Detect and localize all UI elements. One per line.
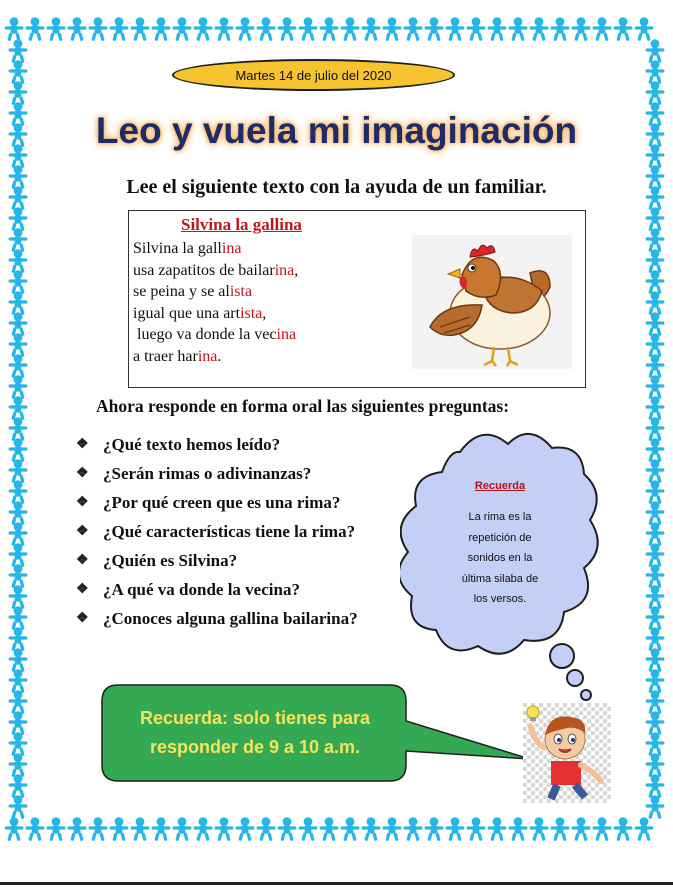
border-figure-icon	[646, 438, 665, 462]
poem-line: igual que una artista,	[133, 304, 267, 322]
border-figure-icon	[320, 17, 339, 41]
border-figure-icon	[278, 817, 297, 841]
border-figure-icon	[551, 817, 570, 841]
list-item: ❖ ¿Por qué creen que es una rima?	[76, 492, 341, 512]
hen-illustration	[412, 235, 572, 369]
border-figure-icon	[9, 711, 28, 735]
border-figure-icon	[173, 17, 192, 41]
border-figure-icon	[530, 817, 549, 841]
border-figure-icon	[68, 817, 87, 841]
list-item: ❖ ¿Conoces alguna gallina bailarina?	[76, 608, 358, 628]
border-figure-icon	[646, 417, 665, 441]
border-figure-icon	[9, 396, 28, 420]
diamond-bullet-icon: ❖	[76, 466, 89, 481]
questions-heading: Ahora responde en forma oral las siguientes preguntas:	[96, 396, 510, 416]
border-figure-icon	[383, 817, 402, 841]
date-label: Martes 14 de julio del 2020	[172, 59, 455, 91]
list-item: ❖ ¿Quién es Silvina?	[76, 550, 238, 570]
border-figure-icon	[646, 39, 665, 63]
border-figure-icon	[467, 17, 486, 41]
border-figure-icon	[646, 249, 665, 273]
border-figure-icon	[593, 817, 612, 841]
diamond-bullet-icon: ❖	[76, 553, 89, 568]
border-figure-icon	[131, 817, 150, 841]
border-figure-icon	[194, 17, 213, 41]
diamond-bullet-icon: ❖	[76, 611, 89, 626]
poem-line: se peina y se alista	[133, 283, 253, 300]
border-figure-icon	[530, 17, 549, 41]
border-figure-icon	[9, 564, 28, 588]
border-figure-icon	[509, 17, 528, 41]
border-figure-icon	[646, 564, 665, 588]
border-figure-icon	[9, 753, 28, 777]
border-figure-icon	[614, 17, 633, 41]
border-figure-icon	[646, 753, 665, 777]
cloud-text: La rima es la repetición de sonidos en la última silaba de los versos.	[461, 511, 539, 605]
page-title: Leo y vuela mi imaginación	[95, 110, 578, 151]
border-figure-icon	[68, 17, 87, 41]
border-figure-icon	[646, 270, 665, 294]
border-figure-icon	[446, 17, 465, 41]
border-figure-icon	[9, 249, 28, 273]
questions-list	[76, 430, 358, 633]
border-figure-icon	[89, 817, 108, 841]
border-figure-icon	[646, 669, 665, 693]
border-figure-icon	[9, 228, 28, 252]
border-figure-icon	[47, 17, 66, 41]
bottom-rule	[0, 882, 673, 885]
border-figure-icon	[9, 39, 28, 63]
border-figure-icon	[9, 732, 28, 756]
border-figure-icon	[646, 711, 665, 735]
border-figure-icon	[257, 817, 276, 841]
border-figure-icon	[646, 774, 665, 798]
border-figure-icon	[257, 17, 276, 41]
poem-line: usa zapatitos de bailarina,	[133, 261, 299, 279]
border-figure-icon	[646, 480, 665, 504]
list-item: ❖ ¿Qué características tiene la rima?	[76, 521, 356, 541]
border-figure-icon	[488, 817, 507, 841]
border-figure-icon	[9, 291, 28, 315]
border-figure-icon	[646, 312, 665, 336]
border-figure-icon	[9, 522, 28, 546]
border-figure-icon	[9, 648, 28, 672]
border-figure-icon	[646, 207, 665, 231]
poem-box	[128, 210, 586, 388]
border-figure-icon	[646, 606, 665, 630]
poem-title: Silvina la gallina	[181, 215, 302, 234]
border-figure-icon	[646, 375, 665, 399]
border-figure-icon	[646, 627, 665, 651]
border-figure-icon	[404, 17, 423, 41]
border-figure-icon	[341, 17, 360, 41]
border-figure-icon	[446, 817, 465, 841]
border-figure-icon	[383, 17, 402, 41]
border-figure-icon	[9, 375, 28, 399]
border-figure-icon	[299, 17, 318, 41]
diamond-bullet-icon: ❖	[76, 437, 89, 452]
border-figure-icon	[509, 817, 528, 841]
poem-lines	[133, 238, 298, 367]
border-figure-icon	[646, 585, 665, 609]
border-figure-icon	[646, 543, 665, 567]
border-figure-icon	[110, 17, 129, 41]
border-figure-icon	[9, 585, 28, 609]
poem-line: luego va donde la vecina	[133, 326, 297, 343]
border-figure-icon	[9, 669, 28, 693]
border-figure-icon	[646, 795, 665, 819]
border-figure-icon	[152, 17, 171, 41]
border-figure-icon	[425, 817, 444, 841]
border-figure-icon	[9, 543, 28, 567]
border-figure-icon	[215, 17, 234, 41]
border-figure-icon	[635, 817, 654, 841]
cloud-title: Recuerda	[474, 480, 526, 492]
border-figure-icon	[362, 817, 381, 841]
border-figure-icon	[467, 817, 486, 841]
border-figure-icon	[646, 333, 665, 357]
border-figure-icon	[152, 817, 171, 841]
diamond-bullet-icon: ❖	[76, 524, 89, 539]
border-figure-icon	[194, 817, 213, 841]
border-figure-icon	[9, 354, 28, 378]
border-figure-icon	[320, 817, 339, 841]
border-figure-icon	[299, 817, 318, 841]
border-figure-icon	[9, 690, 28, 714]
border-figure-icon	[9, 207, 28, 231]
border-figure-icon	[404, 817, 423, 841]
border-figure-icon	[646, 60, 665, 84]
poem-line: Silvina la gallina	[133, 240, 242, 257]
border-figure-icon	[9, 417, 28, 441]
border-figure-icon	[278, 17, 297, 41]
boy-illustration	[523, 703, 611, 803]
border-figure-icon	[646, 522, 665, 546]
border-figure-icon	[9, 312, 28, 336]
border-figure-icon	[215, 817, 234, 841]
border-figure-icon	[425, 17, 444, 41]
border-figure-icon	[614, 817, 633, 841]
border-figure-icon	[551, 17, 570, 41]
border-figure-icon	[26, 817, 45, 841]
border-figure-icon	[488, 17, 507, 41]
border-figure-icon	[362, 17, 381, 41]
border-figure-icon	[236, 817, 255, 841]
border-figure-icon	[9, 501, 28, 525]
border-figure-icon	[593, 17, 612, 41]
border-figure-icon	[9, 81, 28, 105]
diamond-bullet-icon: ❖	[76, 495, 89, 510]
border-figure-icon	[9, 795, 28, 819]
border-figure-icon	[572, 817, 591, 841]
border-figure-icon	[9, 459, 28, 483]
border-figure-icon	[5, 17, 24, 41]
border-figure-icon	[110, 817, 129, 841]
border-figure-icon	[9, 480, 28, 504]
border-figure-icon	[9, 774, 28, 798]
border-figure-icon	[646, 228, 665, 252]
border-figure-icon	[646, 81, 665, 105]
border-figure-icon	[646, 732, 665, 756]
border-figure-icon	[646, 396, 665, 420]
border-figure-icon	[173, 817, 192, 841]
list-item: ❖ ¿Serán rimas o adivinanzas?	[76, 463, 312, 483]
border-figure-icon	[635, 17, 654, 41]
border-figure-icon	[646, 354, 665, 378]
border-figure-icon	[9, 333, 28, 357]
border-figure-icon	[5, 817, 24, 841]
border-figure-icon	[47, 817, 66, 841]
border-figure-icon	[646, 459, 665, 483]
list-item: ❖ ¿Qué texto hemos leído?	[76, 434, 281, 454]
reminder-text: Recuerda: solo tienes para responder de 9 a 10 a.m.	[139, 708, 371, 757]
border-figure-icon	[646, 291, 665, 315]
border-figure-icon	[236, 17, 255, 41]
border-figure-icon	[9, 270, 28, 294]
border-figure-icon	[26, 17, 45, 41]
border-figure-icon	[131, 17, 150, 41]
border-figure-icon	[341, 817, 360, 841]
border-figure-icon	[646, 648, 665, 672]
border-figure-icon	[646, 690, 665, 714]
border-figure-icon	[9, 627, 28, 651]
border-figure-icon	[9, 606, 28, 630]
border-figure-icon	[572, 17, 591, 41]
border-figure-icon	[89, 17, 108, 41]
instruction-text: Lee el siguiente texto con la ayuda de un familiar.	[126, 176, 547, 198]
list-item: ❖ ¿A qué va donde la vecina?	[76, 579, 300, 599]
border-figure-icon	[9, 60, 28, 84]
diamond-bullet-icon: ❖	[76, 582, 89, 597]
poem-line: a traer harina.	[133, 347, 222, 365]
border-figure-icon	[646, 501, 665, 525]
border-figure-icon	[9, 438, 28, 462]
